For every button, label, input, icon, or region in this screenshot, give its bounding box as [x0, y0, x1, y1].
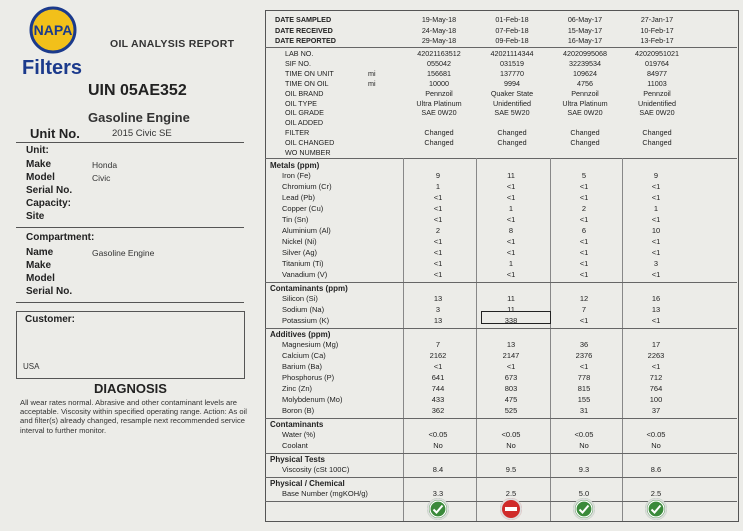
date-value: 19-May-18 — [421, 15, 457, 24]
measure-value: 1 — [653, 204, 659, 213]
info-value: 42021114344 — [490, 49, 534, 58]
info-value: Pennzoil — [425, 88, 453, 98]
measure-label: Coolant — [282, 441, 308, 450]
unit-field-label: Capacity: — [26, 198, 72, 209]
info-value: 055042 — [427, 58, 451, 68]
unit-field-value: Honda — [92, 160, 118, 170]
measure-value: <1 — [506, 182, 516, 191]
report-title: OIL ANALYSIS REPORT — [110, 38, 235, 50]
measure-value: 338 — [504, 316, 518, 325]
compartment-field-value: Gasoline Engine — [92, 248, 155, 258]
diagnosis-text: All wear rates normal. Abrasive and other contaminant levels are acceptable. Viscosity within specified operating range. Action: As oil and filter(s) already changed, resample next recommended service interval to further monitor. — [20, 398, 247, 435]
unit-field-value: Civic — [92, 173, 111, 183]
section-divider — [265, 418, 737, 419]
status-ok-icon — [573, 498, 595, 520]
info-value: Pennzoil — [571, 88, 599, 98]
measure-label: Potassium (K) — [282, 316, 330, 325]
unit-field-label: Serial No. — [26, 185, 73, 196]
measure-value: <1 — [433, 259, 443, 268]
measure-value: <1 — [651, 316, 661, 325]
unit-no-value: 2015 Civic SE — [112, 128, 172, 139]
date-value: 06-May-17 — [567, 15, 603, 24]
section-title: Physical / Chemical — [270, 479, 345, 488]
info-value: 4756 — [577, 78, 593, 88]
measure-value: <1 — [433, 193, 443, 202]
info-value: 11003 — [647, 78, 667, 88]
compartment-field-label: Model — [26, 273, 55, 284]
measure-label: Aluminium (Al) — [282, 226, 331, 235]
logo-text: NAPA — [33, 22, 73, 38]
measure-label: Calcium (Ca) — [282, 351, 326, 360]
measure-value: <1 — [433, 270, 443, 279]
measure-value: <0.05 — [428, 430, 448, 439]
date-value: 09-Feb-18 — [495, 36, 529, 45]
info-row-label: OIL TYPE — [285, 98, 317, 108]
measure-value: 5 — [581, 171, 587, 180]
measure-value: 2 — [581, 204, 587, 213]
status-ok-icon — [645, 498, 667, 520]
measure-value: 7 — [581, 305, 587, 314]
measure-value: <1 — [579, 237, 589, 246]
measure-value: No — [506, 441, 516, 450]
measure-value: <1 — [579, 215, 589, 224]
column-divider — [550, 158, 551, 521]
info-value: Quaker State — [490, 88, 534, 98]
engine-title: Gasoline Engine — [88, 110, 190, 125]
info-value: Changed — [570, 138, 600, 148]
measure-value: 2263 — [647, 351, 665, 360]
column-divider — [403, 158, 404, 521]
measure-value: 13 — [433, 294, 443, 303]
info-value: Ultra Platinum — [562, 98, 608, 108]
measure-value: 673 — [504, 373, 518, 382]
measure-value: 764 — [649, 384, 663, 393]
measure-value: 9 — [653, 171, 659, 180]
measure-label: Chromium (Cr) — [282, 182, 332, 191]
info-row-label: OIL CHANGED — [285, 138, 335, 148]
info-value: Changed — [424, 128, 454, 138]
measure-value: No — [651, 441, 661, 450]
info-value: 019764 — [645, 58, 669, 68]
measure-value: 2162 — [429, 351, 447, 360]
measure-value: <0.05 — [501, 430, 521, 439]
measure-label: Barium (Ba) — [282, 362, 323, 371]
unit-field-label: Site — [26, 211, 45, 222]
measure-value: 362 — [431, 406, 445, 415]
logo-sub-text: Filters — [22, 57, 83, 78]
measure-label: Water (%) — [282, 430, 316, 439]
measure-label: Silver (Ag) — [282, 248, 318, 257]
date-value: 10-Feb-17 — [640, 25, 674, 35]
measure-value: <1 — [651, 182, 661, 191]
measure-value: 815 — [577, 384, 591, 393]
date-row-label: DATE RECEIVED — [275, 25, 333, 35]
measure-label: Copper (Cu) — [282, 204, 324, 213]
measure-label: Sodium (Na) — [282, 305, 325, 314]
measure-value: 475 — [504, 395, 518, 404]
status-ok-icon — [427, 498, 449, 520]
status-alert-icon — [500, 498, 522, 520]
measure-value: 778 — [577, 373, 591, 382]
info-value: Changed — [570, 128, 600, 138]
measure-label: Molybdenum (Mo) — [282, 395, 343, 404]
section-title: Contaminants (ppm) — [270, 284, 348, 293]
date-value: 16-May-17 — [567, 36, 603, 45]
info-value: 84977 — [647, 68, 667, 78]
date-value: 15-May-17 — [567, 25, 603, 35]
measure-label: Vanadium (V) — [282, 270, 328, 279]
info-row-label: OIL GRADE — [285, 108, 324, 118]
section-divider — [265, 328, 737, 329]
measure-label: Zinc (Zn) — [282, 384, 312, 393]
divider — [16, 302, 244, 303]
measure-value: 7 — [435, 340, 441, 349]
measure-value: 6 — [581, 226, 587, 235]
measure-value: 100 — [649, 395, 663, 404]
measure-label: Base Number (mgKOH/g) — [282, 489, 368, 498]
measure-value: <1 — [506, 193, 516, 202]
measure-value: 17 — [651, 340, 661, 349]
measure-value: <1 — [579, 316, 589, 325]
info-row-unit: mi — [368, 78, 376, 88]
measure-value: 13 — [433, 316, 443, 325]
measure-value: <1 — [433, 248, 443, 257]
measure-value: <1 — [651, 215, 661, 224]
info-value: 109624 — [573, 68, 597, 78]
unit-field-label: Model — [26, 172, 55, 183]
customer-country: USA — [23, 362, 40, 371]
info-value: Unidentified — [493, 98, 531, 108]
highlight-box — [481, 311, 551, 324]
measure-value: 9 — [435, 171, 441, 180]
napa-filters-logo — [20, 6, 94, 78]
measure-value: 3.3 — [432, 489, 444, 498]
measure-value: <1 — [579, 362, 589, 371]
measure-value: <1 — [506, 215, 516, 224]
date-value: 27-Jan-17 — [640, 15, 674, 24]
info-value: Changed — [424, 138, 454, 148]
section-title: Metals (ppm) — [270, 161, 320, 170]
compartment-title: Compartment: — [26, 232, 95, 243]
unit-field-label: Unit: — [26, 145, 49, 156]
compartment-field-label: Serial No. — [26, 286, 73, 297]
info-value: 10000 — [429, 78, 449, 88]
measure-value: 8 — [508, 226, 514, 235]
measure-value: <1 — [651, 248, 661, 257]
measure-value: <1 — [579, 270, 589, 279]
measure-value: <1 — [651, 362, 661, 371]
date-value: 07-Feb-18 — [495, 25, 529, 35]
measure-value: <1 — [651, 193, 661, 202]
info-row-label: TIME ON OIL — [285, 78, 329, 88]
measure-value: 744 — [431, 384, 445, 393]
section-divider — [265, 477, 737, 478]
measure-value: <1 — [579, 259, 589, 268]
measure-value: 8.4 — [432, 465, 444, 474]
measure-value: 9.3 — [578, 465, 590, 474]
measure-value: 9.5 — [505, 465, 517, 474]
measure-value: 8.6 — [650, 465, 662, 474]
measure-value: 1 — [508, 204, 514, 213]
measure-value: 155 — [577, 395, 591, 404]
info-value: SAE 0W20 — [421, 108, 457, 118]
info-row-label: LAB NO. — [285, 49, 314, 58]
uin-number: UIN 05AE352 — [88, 82, 187, 99]
measure-label: Viscosity (cSt 100C) — [282, 465, 350, 474]
measure-value: 525 — [504, 406, 518, 415]
measure-value: 36 — [579, 340, 589, 349]
divider — [16, 142, 244, 143]
measure-value: 31 — [579, 406, 589, 415]
measure-value: 16 — [651, 294, 661, 303]
date-row-label: DATE REPORTED — [275, 36, 336, 45]
measure-label: Lead (Pb) — [282, 193, 315, 202]
info-value: Pennzoil — [643, 88, 671, 98]
date-value: 01-Feb-18 — [495, 15, 529, 24]
date-value: 24-May-18 — [421, 25, 457, 35]
measure-value: <1 — [506, 237, 516, 246]
info-value: 137770 — [500, 68, 524, 78]
measure-value: 11 — [507, 294, 515, 303]
measure-label: Magnesium (Mg) — [282, 340, 339, 349]
info-value: SAE 0W20 — [567, 108, 603, 118]
measure-value: 712 — [649, 373, 663, 382]
column-divider — [622, 158, 623, 521]
measure-value: <0.05 — [574, 430, 594, 439]
info-row-label: FILTER — [285, 128, 310, 138]
measure-value: <1 — [651, 237, 661, 246]
measure-value: No — [579, 441, 589, 450]
divider — [16, 227, 244, 228]
info-row-label: SIF NO. — [285, 58, 311, 68]
measure-value: 2.5 — [650, 489, 662, 498]
measure-label: Iron (Fe) — [282, 171, 311, 180]
measure-value: <1 — [433, 237, 443, 246]
info-value: 42020995068 — [563, 49, 607, 58]
measure-value: <1 — [506, 248, 516, 257]
measure-value: 37 — [651, 406, 661, 415]
measure-label: Phosphorus (P) — [282, 373, 335, 382]
measure-value: 2147 — [502, 351, 520, 360]
info-value: Changed — [642, 138, 672, 148]
section-divider — [265, 282, 737, 283]
measure-value: 13 — [506, 340, 516, 349]
measure-value: 2376 — [575, 351, 593, 360]
unit-field-label: Make — [26, 159, 52, 170]
measure-value: No — [433, 441, 443, 450]
info-row-unit: mi — [368, 68, 376, 78]
measure-value: 3 — [435, 305, 441, 314]
unit-no-label: Unit No. — [30, 126, 80, 141]
measure-value: <1 — [433, 215, 443, 224]
measure-value: <0.05 — [646, 430, 666, 439]
customer-box — [16, 311, 245, 379]
info-value: 42021163512 — [417, 49, 461, 58]
measure-value: <1 — [433, 204, 443, 213]
info-value: Changed — [642, 128, 672, 138]
measure-value: 1 — [435, 182, 441, 191]
measure-label: Tin (Sn) — [282, 215, 309, 224]
info-value: 156681 — [427, 68, 451, 78]
measure-value: 3 — [653, 259, 659, 268]
info-value: 42020951021 — [635, 49, 679, 58]
info-value: 9994 — [504, 78, 520, 88]
measure-label: Titanium (Ti) — [282, 259, 324, 268]
measure-label: Boron (B) — [282, 406, 315, 415]
column-divider — [476, 158, 477, 521]
measure-value: 641 — [431, 373, 445, 382]
compartment-field-label: Make — [26, 260, 52, 271]
compartment-field-label: Name — [26, 247, 54, 258]
date-row-label: DATE SAMPLED — [275, 15, 332, 24]
measure-value: <1 — [433, 362, 443, 371]
diagnosis-title: DIAGNOSIS — [94, 381, 167, 396]
info-row-label: OIL ADDED — [285, 118, 324, 128]
measure-value: <1 — [579, 182, 589, 191]
info-value: SAE 0W20 — [639, 108, 675, 118]
measure-value: 803 — [504, 384, 518, 393]
measure-value: 433 — [431, 395, 445, 404]
section-title: Physical Tests — [270, 455, 325, 464]
table-divider — [265, 47, 737, 48]
info-row-label: WO NUMBER — [285, 148, 331, 157]
measure-value: <1 — [506, 270, 516, 279]
measure-value: 2 — [435, 226, 441, 235]
info-value: SAE 5W20 — [494, 108, 530, 118]
info-row-label: OIL BRAND — [285, 88, 324, 98]
measure-label: Silicon (Si) — [282, 294, 318, 303]
measure-value: <1 — [506, 362, 516, 371]
info-value: Changed — [497, 128, 527, 138]
measure-value: 12 — [579, 294, 589, 303]
section-divider — [265, 453, 737, 454]
measure-value: 1 — [508, 259, 514, 268]
info-value: 031519 — [500, 58, 524, 68]
measure-value: 2.5 — [505, 489, 517, 498]
measure-value: 11 — [507, 305, 515, 314]
measure-value: <1 — [651, 270, 661, 279]
date-value: 29-May-18 — [421, 36, 457, 45]
section-title: Additives (ppm) — [270, 330, 331, 339]
measure-label: Nickel (Ni) — [282, 237, 317, 246]
measure-value: 10 — [651, 226, 661, 235]
info-row-label: TIME ON UNIT — [285, 68, 334, 78]
date-value: 13-Feb-17 — [640, 36, 674, 45]
measure-value: 11 — [507, 171, 515, 180]
info-value: Ultra Platinum — [416, 98, 462, 108]
measure-value: 13 — [651, 305, 661, 314]
measure-value: <1 — [579, 193, 589, 202]
info-value: Unidentified — [638, 98, 676, 108]
customer-label: Customer: — [25, 314, 76, 325]
info-value: Changed — [497, 138, 527, 148]
section-title: Contaminants — [270, 420, 324, 429]
measure-value: 5.0 — [578, 489, 590, 498]
info-value: 32239534 — [569, 58, 601, 68]
table-divider — [265, 158, 737, 159]
measure-value: <1 — [579, 248, 589, 257]
